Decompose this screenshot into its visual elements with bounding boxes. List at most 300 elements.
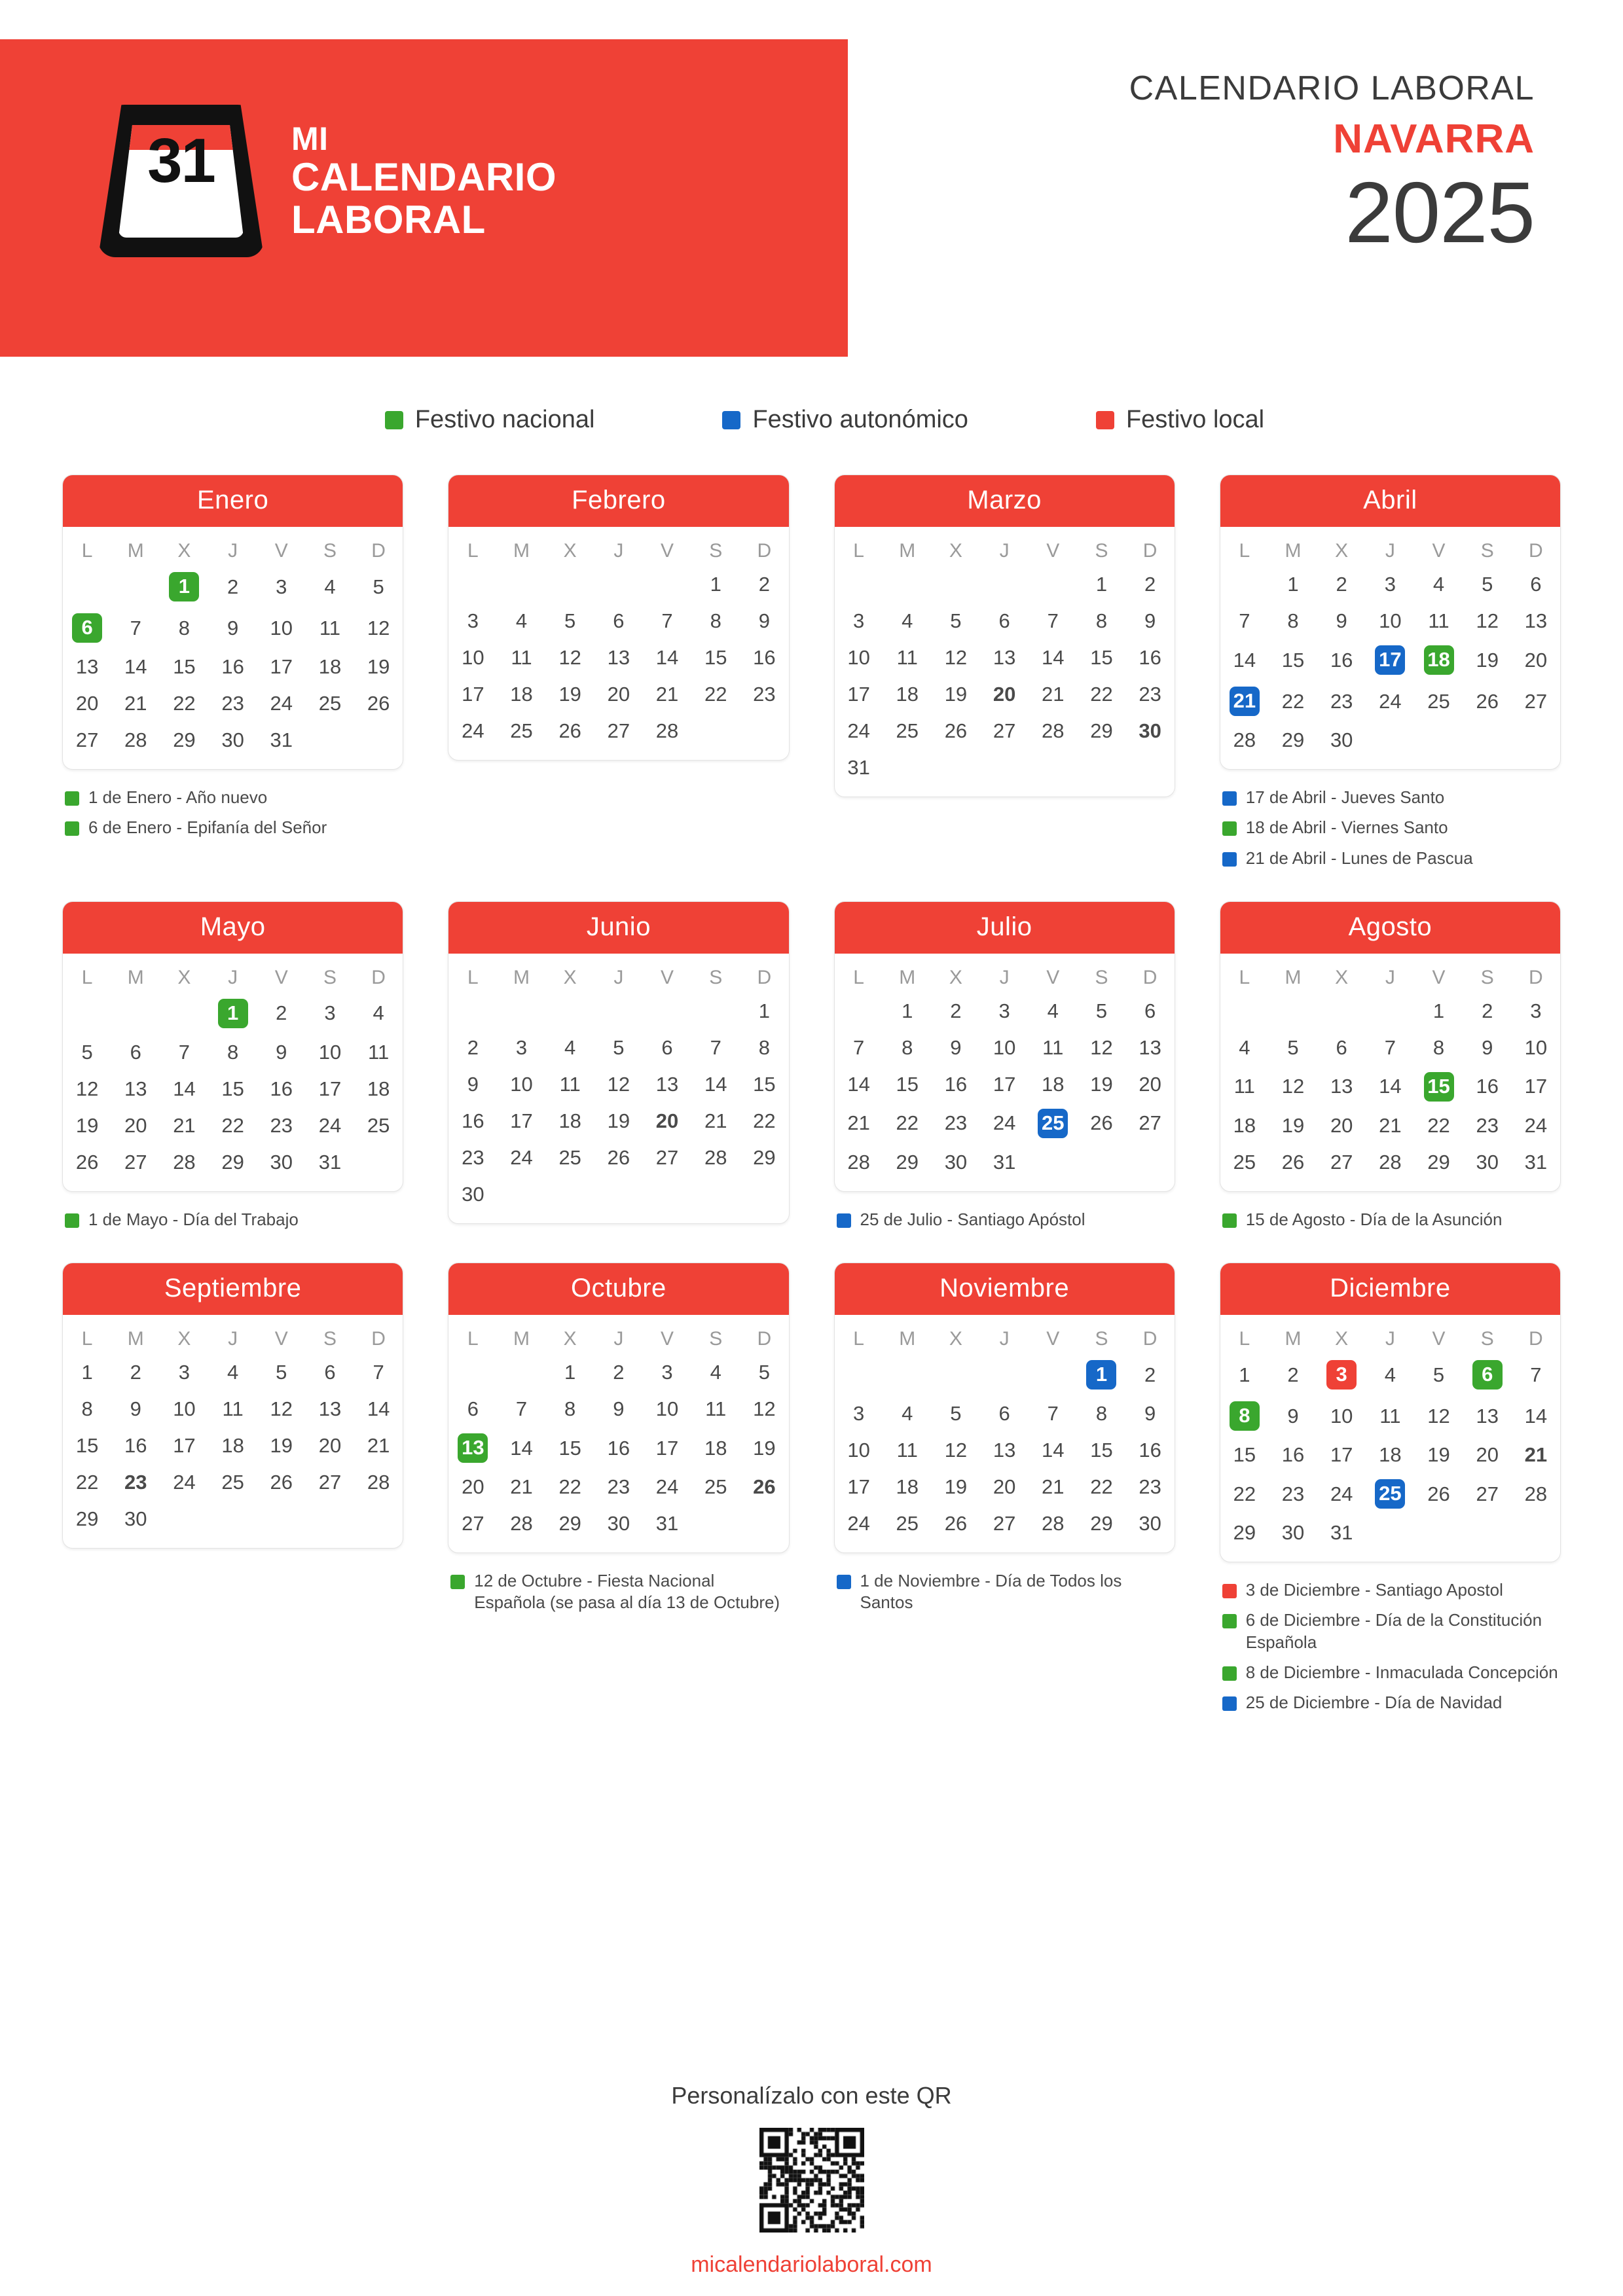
day-cell[interactable]: 12 [1281,1075,1305,1098]
day-cell[interactable]: 23 [607,1475,630,1499]
day-cell[interactable]: 22 [753,1109,776,1132]
day-cell[interactable]: 7 [1530,1363,1542,1386]
day-cell[interactable] [1317,1354,1366,1395]
day-cell[interactable]: 9 [1287,1404,1299,1427]
day-cell[interactable]: 9 [1144,1402,1156,1426]
day-cell[interactable]: 31 [847,756,870,779]
day-cell[interactable]: 11 [1428,609,1450,632]
day-cell[interactable]: 27 [75,728,99,751]
day-cell[interactable]: 25 [1427,689,1450,713]
day-holiday-aut[interactable]: 25 [1038,1109,1068,1138]
day-cell[interactable]: 25 [896,719,919,742]
day-cell[interactable]: 10 [173,1397,196,1421]
day-cell[interactable]: 19 [1090,1072,1113,1096]
day-cell[interactable]: 9 [1482,1035,1493,1059]
day-cell[interactable]: 14 [655,646,679,669]
day-cell[interactable]: 16 [1330,648,1353,672]
day-cell[interactable]: 13 [1330,1075,1353,1098]
day-cell[interactable]: 27 [655,1145,679,1169]
day-cell[interactable]: 4 [1047,999,1059,1022]
day-cell[interactable]: 24 [847,719,870,742]
day-cell[interactable]: 30 [462,1182,484,1206]
day-cell[interactable]: 20 [75,692,99,715]
day-cell[interactable]: 12 [607,1072,630,1096]
day-cell[interactable]: 24 [1524,1113,1548,1137]
day-cell[interactable]: 2 [1287,1363,1299,1386]
day-cell[interactable]: 5 [1432,1363,1445,1386]
day-cell[interactable]: 27 [1476,1482,1499,1505]
day-cell[interactable]: 6 [130,1040,141,1064]
day-cell[interactable]: 5 [1287,1035,1299,1059]
day-cell[interactable]: 6 [998,1402,1010,1426]
day-cell[interactable] [1029,1103,1077,1144]
day-cell[interactable]: 1 [564,1361,576,1384]
day-cell[interactable]: 13 [993,1439,1016,1462]
day-cell[interactable]: 3 [661,1361,673,1384]
day-cell[interactable]: 29 [1233,1521,1256,1545]
day-cell[interactable]: 19 [753,1436,776,1460]
day-cell[interactable]: 4 [1432,573,1445,596]
day-cell[interactable]: 21 [510,1475,533,1499]
day-cell[interactable]: 22 [896,1111,919,1135]
day-cell[interactable]: 19 [367,655,390,678]
day-cell[interactable]: 22 [1427,1113,1450,1137]
day-cell[interactable]: 14 [1524,1404,1548,1427]
day-cell[interactable]: 18 [1233,1113,1256,1137]
day-cell[interactable]: 23 [944,1111,968,1135]
day-cell[interactable]: 21 [1042,1475,1065,1499]
day-cell[interactable]: 3 [178,1361,191,1384]
day-cell[interactable]: 18 [510,683,533,706]
day-cell[interactable]: 22 [1281,689,1305,713]
day-cell[interactable]: 27 [124,1150,147,1174]
day-cell[interactable]: 28 [1233,728,1256,751]
day-cell[interactable]: 26 [558,719,581,742]
day-cell[interactable]: 19 [944,1475,968,1499]
day-cell[interactable]: 2 [227,575,239,598]
day-cell[interactable]: 3 [998,999,1010,1022]
day-cell[interactable]: 8 [1095,1402,1108,1426]
day-cell[interactable]: 29 [753,1145,776,1169]
day-cell[interactable]: 30 [1281,1521,1305,1545]
day-cell[interactable]: 1 [1095,573,1108,596]
day-cell[interactable]: 5 [81,1040,93,1064]
day-cell[interactable]: 17 [510,1109,533,1132]
day-cell[interactable]: 22 [1090,1475,1113,1499]
day-cell[interactable]: 18 [896,683,919,706]
day-cell[interactable]: 5 [613,1035,625,1059]
day-cell[interactable]: 28 [847,1150,870,1174]
day-cell[interactable]: 23 [1476,1113,1499,1137]
day-cell[interactable]: 28 [1042,719,1065,742]
day-cell[interactable]: 16 [270,1077,293,1100]
day-cell[interactable]: 30 [944,1150,968,1174]
day-cell[interactable]: 1 [81,1361,93,1384]
day-cell[interactable]: 28 [1379,1150,1402,1174]
day-cell[interactable]: 29 [221,1150,244,1174]
day-cell[interactable]: 27 [993,719,1016,742]
day-cell[interactable]: 9 [276,1040,287,1064]
day-cell[interactable]: 25 [367,1113,390,1137]
day-cell[interactable]: 16 [753,646,776,669]
day-cell[interactable]: 14 [124,655,147,678]
day-cell[interactable] [1077,1354,1125,1395]
day-cell[interactable]: 16 [1476,1075,1499,1098]
day-cell[interactable]: 16 [124,1434,147,1458]
day-cell[interactable]: 30 [270,1150,293,1174]
day-cell[interactable]: 30 [1476,1150,1499,1174]
day-cell[interactable]: 12 [1476,609,1499,632]
day-cell[interactable]: 29 [558,1512,581,1535]
day-cell[interactable] [209,993,257,1034]
day-cell[interactable]: 22 [75,1471,99,1494]
day-holiday-aut[interactable]: 25 [1375,1479,1405,1509]
day-cell[interactable]: 8 [1432,1035,1445,1059]
day-cell[interactable]: 19 [270,1434,293,1458]
day-cell[interactable]: 13 [1139,1035,1161,1059]
day-cell[interactable]: 5 [373,575,384,598]
day-cell[interactable]: 7 [1384,1035,1396,1059]
day-cell[interactable]: 31 [655,1512,679,1535]
day-cell[interactable]: 26 [944,1512,968,1535]
day-cell[interactable]: 14 [1042,646,1065,669]
day-cell[interactable]: 22 [558,1475,581,1499]
day-cell[interactable]: 11 [559,1072,581,1096]
day-cell[interactable]: 26 [75,1150,99,1174]
day-cell[interactable]: 27 [607,719,630,742]
day-cell[interactable]: 5 [564,609,576,632]
day-cell[interactable]: 10 [847,1439,870,1462]
day-cell[interactable]: 29 [173,728,196,751]
day-cell[interactable] [1463,1354,1512,1395]
day-cell[interactable]: 2 [613,1361,625,1384]
day-cell[interactable]: 20 [1139,1072,1161,1096]
day-cell[interactable]: 4 [227,1361,239,1384]
day-cell[interactable]: 24 [270,692,293,715]
day-cell[interactable]: 28 [704,1145,727,1169]
day-cell[interactable]: 19 [558,683,581,706]
day-cell[interactable]: 5 [1095,999,1108,1022]
day-cell[interactable]: 23 [124,1471,147,1494]
day-cell[interactable]: 13 [318,1397,342,1421]
day-cell[interactable]: 9 [613,1397,625,1421]
day-cell[interactable]: 27 [1139,1111,1161,1135]
day-cell[interactable]: 12 [75,1077,99,1100]
day-cell[interactable]: 24 [847,1512,870,1535]
day-cell[interactable]: 1 [1432,999,1445,1022]
day-cell[interactable]: 30 [1330,728,1353,751]
day-cell[interactable]: 21 [1524,1443,1548,1467]
day-cell[interactable]: 5 [276,1361,287,1384]
day-cell[interactable]: 24 [173,1471,196,1494]
day-cell[interactable]: 22 [704,683,727,706]
day-cell[interactable] [160,566,208,607]
day-cell[interactable]: 9 [1336,609,1347,632]
day-cell[interactable]: 18 [367,1077,390,1100]
day-cell[interactable]: 15 [558,1436,581,1460]
day-cell[interactable]: 5 [1482,573,1493,596]
day-cell[interactable]: 4 [902,609,913,632]
day-cell[interactable]: 3 [852,1402,865,1426]
day-cell[interactable]: 20 [462,1475,484,1499]
day-cell[interactable]: 18 [1379,1443,1402,1467]
day-cell[interactable]: 10 [462,646,484,669]
day-cell[interactable]: 23 [1281,1482,1305,1505]
day-cell[interactable]: 10 [1524,1035,1548,1059]
day-cell[interactable]: 29 [896,1150,919,1174]
day-cell[interactable]: 26 [270,1471,293,1494]
day-holiday-aut[interactable]: 1 [1086,1360,1116,1390]
day-cell[interactable]: 8 [1095,609,1108,632]
day-cell[interactable]: 11 [1379,1404,1401,1427]
day-cell[interactable]: 28 [367,1471,390,1494]
day-cell[interactable]: 2 [1144,573,1156,596]
day-cell[interactable]: 11 [511,646,532,669]
day-cell[interactable]: 29 [1090,1512,1113,1535]
day-cell[interactable]: 15 [1090,646,1113,669]
day-cell[interactable]: 12 [1090,1035,1113,1059]
day-cell[interactable]: 17 [270,655,293,678]
day-cell[interactable]: 6 [1530,573,1542,596]
day-cell[interactable]: 15 [704,646,727,669]
day-cell[interactable]: 18 [704,1436,727,1460]
day-cell[interactable]: 18 [558,1109,581,1132]
day-cell[interactable]: 17 [173,1434,196,1458]
day-cell[interactable]: 10 [1379,609,1402,632]
day-cell[interactable]: 29 [1427,1150,1450,1174]
day-cell[interactable]: 4 [710,1361,721,1384]
day-cell[interactable]: 3 [515,1035,528,1059]
day-cell[interactable]: 29 [75,1507,99,1531]
day-cell[interactable]: 8 [758,1035,771,1059]
day-cell[interactable]: 25 [896,1512,919,1535]
day-cell[interactable]: 15 [75,1434,99,1458]
day-cell[interactable]: 2 [1482,999,1493,1022]
day-cell[interactable]: 24 [1379,689,1402,713]
day-cell[interactable]: 30 [221,728,244,751]
day-cell[interactable]: 20 [1476,1443,1499,1467]
day-cell[interactable]: 26 [1427,1482,1450,1505]
day-cell[interactable]: 13 [75,655,99,678]
day-cell[interactable]: 13 [993,646,1016,669]
day-cell[interactable]: 2 [276,1001,287,1025]
day-cell[interactable]: 8 [81,1397,93,1421]
day-cell[interactable]: 11 [1042,1035,1064,1059]
day-cell[interactable]: 27 [993,1512,1016,1535]
day-cell[interactable]: 2 [1336,573,1347,596]
day-cell[interactable]: 15 [896,1072,919,1096]
day-cell[interactable]: 14 [704,1072,727,1096]
day-cell[interactable]: 31 [1330,1521,1353,1545]
day-cell[interactable]: 26 [367,692,390,715]
day-cell[interactable]: 22 [1090,683,1113,706]
day-cell[interactable]: 17 [318,1077,342,1100]
day-cell[interactable]: 14 [1042,1439,1065,1462]
day-cell[interactable]: 15 [173,655,196,678]
day-cell[interactable]: 1 [1287,573,1299,596]
day-cell[interactable]: 26 [1281,1150,1305,1174]
day-cell[interactable]: 6 [998,609,1010,632]
day-cell[interactable]: 26 [607,1145,630,1169]
day-cell[interactable]: 9 [1144,609,1156,632]
day-cell[interactable]: 21 [1042,683,1065,706]
day-cell[interactable]: 6 [324,1361,336,1384]
day-cell[interactable]: 25 [1233,1150,1256,1174]
day-cell[interactable]: 30 [124,1507,147,1531]
day-cell[interactable] [448,1427,497,1469]
day-cell[interactable]: 16 [944,1072,968,1096]
day-cell[interactable]: 28 [655,719,679,742]
day-cell[interactable]: 19 [607,1109,630,1132]
day-cell[interactable]: 18 [318,655,342,678]
day-cell[interactable]: 20 [124,1113,147,1137]
day-cell[interactable]: 1 [710,573,721,596]
day-cell[interactable]: 15 [221,1077,244,1100]
day-cell[interactable]: 21 [173,1113,196,1137]
day-cell[interactable]: 21 [1379,1113,1402,1137]
day-cell[interactable]: 25 [318,692,342,715]
day-cell[interactable]: 6 [613,609,625,632]
day-cell[interactable]: 28 [510,1512,533,1535]
day-cell[interactable]: 27 [462,1512,484,1535]
day-cell[interactable]: 8 [178,616,191,639]
day-cell[interactable]: 17 [993,1072,1016,1096]
day-cell[interactable]: 12 [944,646,968,669]
day-cell[interactable]: 2 [130,1361,141,1384]
day-cell[interactable]: 25 [704,1475,727,1499]
day-cell[interactable]: 23 [462,1145,484,1169]
day-cell[interactable]: 7 [130,616,141,639]
day-cell[interactable]: 17 [462,683,484,706]
day-cell[interactable]: 3 [1530,999,1542,1022]
day-cell[interactable]: 22 [173,692,196,715]
day-holiday-nac[interactable]: 13 [458,1433,488,1463]
day-cell[interactable]: 10 [1330,1404,1353,1427]
day-holiday-aut[interactable]: 17 [1375,645,1405,675]
day-cell[interactable]: 17 [1330,1443,1353,1467]
day-cell[interactable]: 19 [1427,1443,1450,1467]
day-cell[interactable]: 15 [753,1072,776,1096]
day-cell[interactable]: 26 [1090,1111,1113,1135]
day-cell[interactable]: 28 [124,728,147,751]
day-cell[interactable]: 10 [270,616,293,639]
day-cell[interactable]: 23 [1139,1475,1161,1499]
day-cell[interactable]: 20 [1330,1113,1353,1137]
day-cell[interactable]: 12 [944,1439,968,1462]
day-cell[interactable]: 29 [1281,728,1305,751]
day-cell[interactable]: 13 [124,1077,147,1100]
day-cell[interactable]: 21 [124,692,147,715]
day-cell[interactable]: 31 [1524,1150,1548,1174]
day-holiday-nac[interactable]: 18 [1424,645,1454,675]
day-cell[interactable]: 31 [993,1150,1016,1174]
day-cell[interactable]: 16 [462,1109,484,1132]
day-cell[interactable]: 22 [1233,1482,1256,1505]
day-cell[interactable]: 8 [227,1040,239,1064]
day-cell[interactable]: 2 [467,1035,479,1059]
day-cell[interactable]: 6 [1336,1035,1347,1059]
day-cell[interactable]: 16 [221,655,244,678]
day-cell[interactable] [1414,1066,1463,1107]
day-cell[interactable]: 18 [221,1434,244,1458]
day-cell[interactable] [63,607,111,649]
day-cell[interactable] [1220,681,1269,722]
day-cell[interactable]: 17 [847,683,870,706]
day-cell[interactable]: 24 [655,1475,679,1499]
day-cell[interactable]: 12 [367,616,390,639]
day-cell[interactable]: 28 [1524,1482,1548,1505]
day-cell[interactable]: 20 [318,1434,342,1458]
day-cell[interactable]: 19 [75,1113,99,1137]
day-cell[interactable]: 7 [852,1035,865,1059]
day-holiday-nac[interactable]: 6 [72,613,102,643]
day-cell[interactable]: 20 [1524,648,1548,672]
day-cell[interactable]: 23 [753,683,776,706]
day-cell[interactable]: 23 [270,1113,293,1137]
day-cell[interactable]: 17 [655,1436,679,1460]
day-cell[interactable]: 23 [1330,689,1353,713]
day-cell[interactable]: 19 [944,683,968,706]
day-cell[interactable]: 15 [1281,648,1305,672]
day-cell[interactable]: 26 [1476,689,1499,713]
day-cell[interactable]: 24 [510,1145,533,1169]
day-cell[interactable]: 16 [1139,646,1161,669]
day-cell[interactable]: 1 [902,999,913,1022]
day-cell[interactable]: 10 [847,646,870,669]
day-cell[interactable]: 20 [993,683,1016,706]
day-cell[interactable]: 14 [173,1077,196,1100]
day-cell[interactable]: 17 [1524,1075,1548,1098]
day-cell[interactable]: 7 [1047,609,1059,632]
day-cell[interactable]: 12 [270,1397,293,1421]
day-cell[interactable]: 28 [1042,1512,1065,1535]
day-cell[interactable]: 27 [318,1471,342,1494]
day-cell[interactable]: 9 [227,616,239,639]
day-cell[interactable] [1220,1395,1269,1437]
day-cell[interactable]: 15 [1233,1443,1256,1467]
day-cell[interactable]: 4 [564,1035,576,1059]
day-cell[interactable]: 10 [655,1397,679,1421]
day-cell[interactable]: 3 [276,575,287,598]
day-cell[interactable]: 11 [705,1397,727,1421]
day-cell[interactable]: 18 [896,1475,919,1499]
day-cell[interactable]: 24 [993,1111,1016,1135]
day-cell[interactable]: 7 [178,1040,191,1064]
day-cell[interactable]: 13 [607,646,630,669]
day-cell[interactable]: 14 [1233,648,1256,672]
day-holiday-nac[interactable]: 1 [218,999,248,1028]
day-cell[interactable]: 25 [510,719,533,742]
day-cell[interactable]: 5 [950,1402,962,1426]
day-cell[interactable]: 27 [1524,689,1548,713]
day-cell[interactable]: 6 [661,1035,673,1059]
day-cell[interactable]: 31 [318,1150,342,1174]
day-cell[interactable]: 19 [1281,1113,1305,1137]
day-cell[interactable]: 27 [1330,1150,1353,1174]
day-cell[interactable]: 11 [1233,1075,1255,1098]
day-cell[interactable]: 7 [373,1361,384,1384]
day-cell[interactable]: 6 [1144,999,1156,1022]
day-cell[interactable]: 29 [1090,719,1113,742]
day-cell[interactable] [1366,1473,1414,1515]
day-cell[interactable]: 8 [1287,609,1299,632]
day-cell[interactable]: 21 [367,1434,390,1458]
day-cell[interactable]: 26 [753,1475,776,1499]
day-cell[interactable]: 4 [373,1001,384,1025]
day-cell[interactable]: 14 [367,1397,390,1421]
day-cell[interactable]: 9 [950,1035,962,1059]
day-cell[interactable]: 11 [896,1439,918,1462]
